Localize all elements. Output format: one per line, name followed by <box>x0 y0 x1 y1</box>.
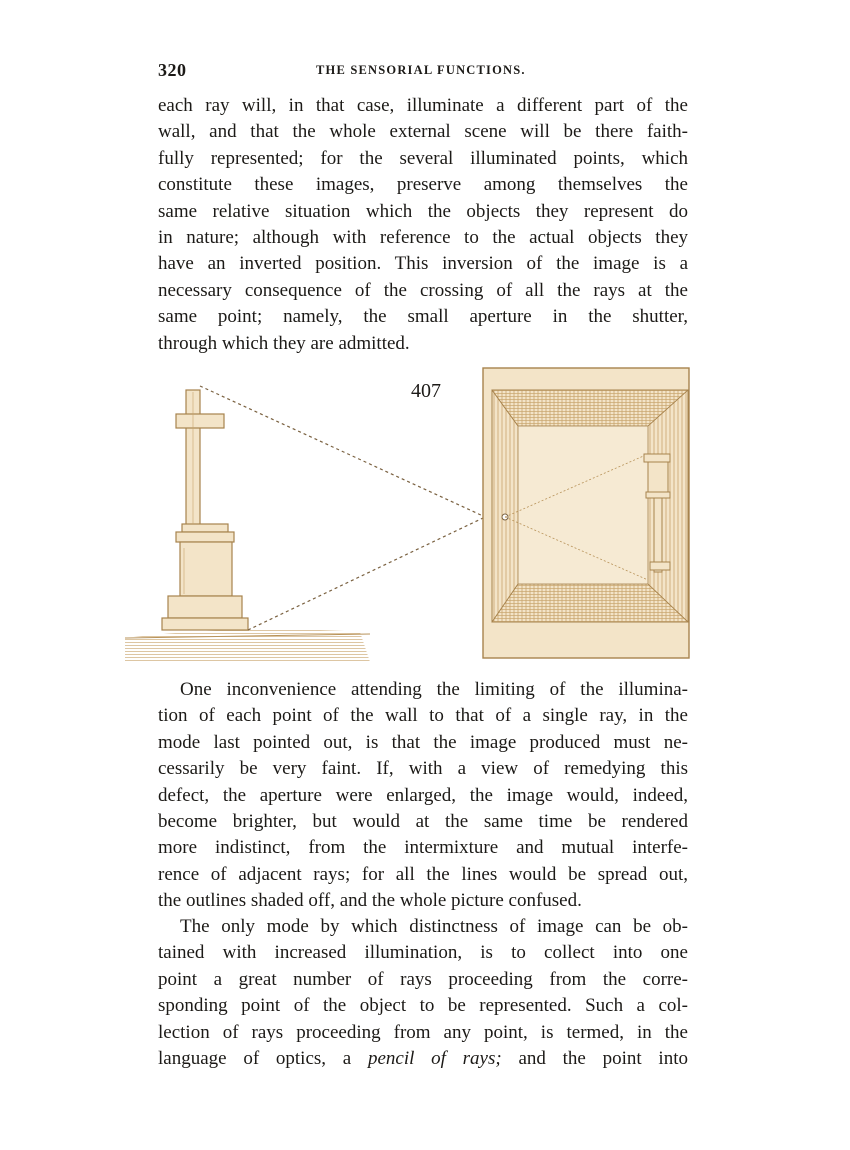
text-line: same point; namely, the small aperture in the shutter, <box>158 306 688 328</box>
text-line: more indistinct, from the intermixture and mutual interfe- <box>158 837 688 859</box>
text-line: have an inverted position. This inversion of the image is a <box>158 253 688 275</box>
text-line: through which they are admitted. <box>158 332 410 354</box>
camera-obscura-figure <box>120 362 700 672</box>
italic-term: pencil of rays; <box>367 1047 502 1069</box>
text-line: in nature; although with reference to the actual objects they <box>158 226 688 248</box>
text-line: sponding point of the object to be represented. Such a col- <box>158 995 688 1017</box>
text-line-final <box>158 1046 688 1072</box>
paragraph-2 <box>158 677 688 915</box>
text-line: tained with increased illumination, is to collect into one <box>158 942 688 964</box>
text-line: fully represented; for the several illuminated points, which <box>158 147 688 169</box>
ground <box>125 629 370 662</box>
text-line: point a great number of rays proceeding from the corre- <box>158 968 688 990</box>
camera-obscura-engraving <box>120 362 700 672</box>
text-line: cessarily be very faint. If, with a view of remedying this <box>158 758 688 780</box>
text-line: the outlines shaded off, and the whole picture confused. <box>158 890 582 912</box>
text-fragment: and the point into <box>501 1047 688 1069</box>
paragraph-3 <box>158 914 688 1072</box>
text-line: constitute these images, preserve among themselves the <box>158 174 688 196</box>
darkened-room <box>483 368 689 658</box>
light-rays <box>200 386 483 630</box>
text-fragment: language of optics, a <box>158 1047 368 1069</box>
text-line: lection of rays proceeding from any point, is termed, in the <box>158 1021 688 1043</box>
page-number: 320 <box>158 60 187 80</box>
running-head: THE SENSORIAL FUNCTIONS. <box>316 63 526 77</box>
text-line: same relative situation which the objects they represent do <box>158 200 688 222</box>
figure-number: 407 <box>411 380 441 402</box>
text-line: The only mode by which distinctness of image can be ob- <box>180 916 688 937</box>
text-line: each ray will, in that case, illuminate a different part of the <box>158 95 688 116</box>
page-header <box>158 60 688 84</box>
text-line: One inconvenience attending the limiting of the illumina- <box>180 679 688 700</box>
text-line: become brighter, but would at the same time be rendered <box>158 810 688 832</box>
cross-monument <box>162 390 248 630</box>
text-line: tion of each point of the wall to that of a single ray, in the <box>158 705 688 727</box>
text-line: rence of adjacent rays; for all the lines would be spread out, <box>158 863 688 885</box>
text-line: defect, the aperture were enlarged, the image would, indeed, <box>158 784 688 806</box>
paragraph-1 <box>158 93 688 357</box>
text-line: wall, and that the whole external scene will be there faith- <box>158 121 688 143</box>
text-line: necessary consequence of the crossing of all the rays at the <box>158 279 688 301</box>
text-line: mode last pointed out, is that the image produced must ne- <box>158 731 688 753</box>
